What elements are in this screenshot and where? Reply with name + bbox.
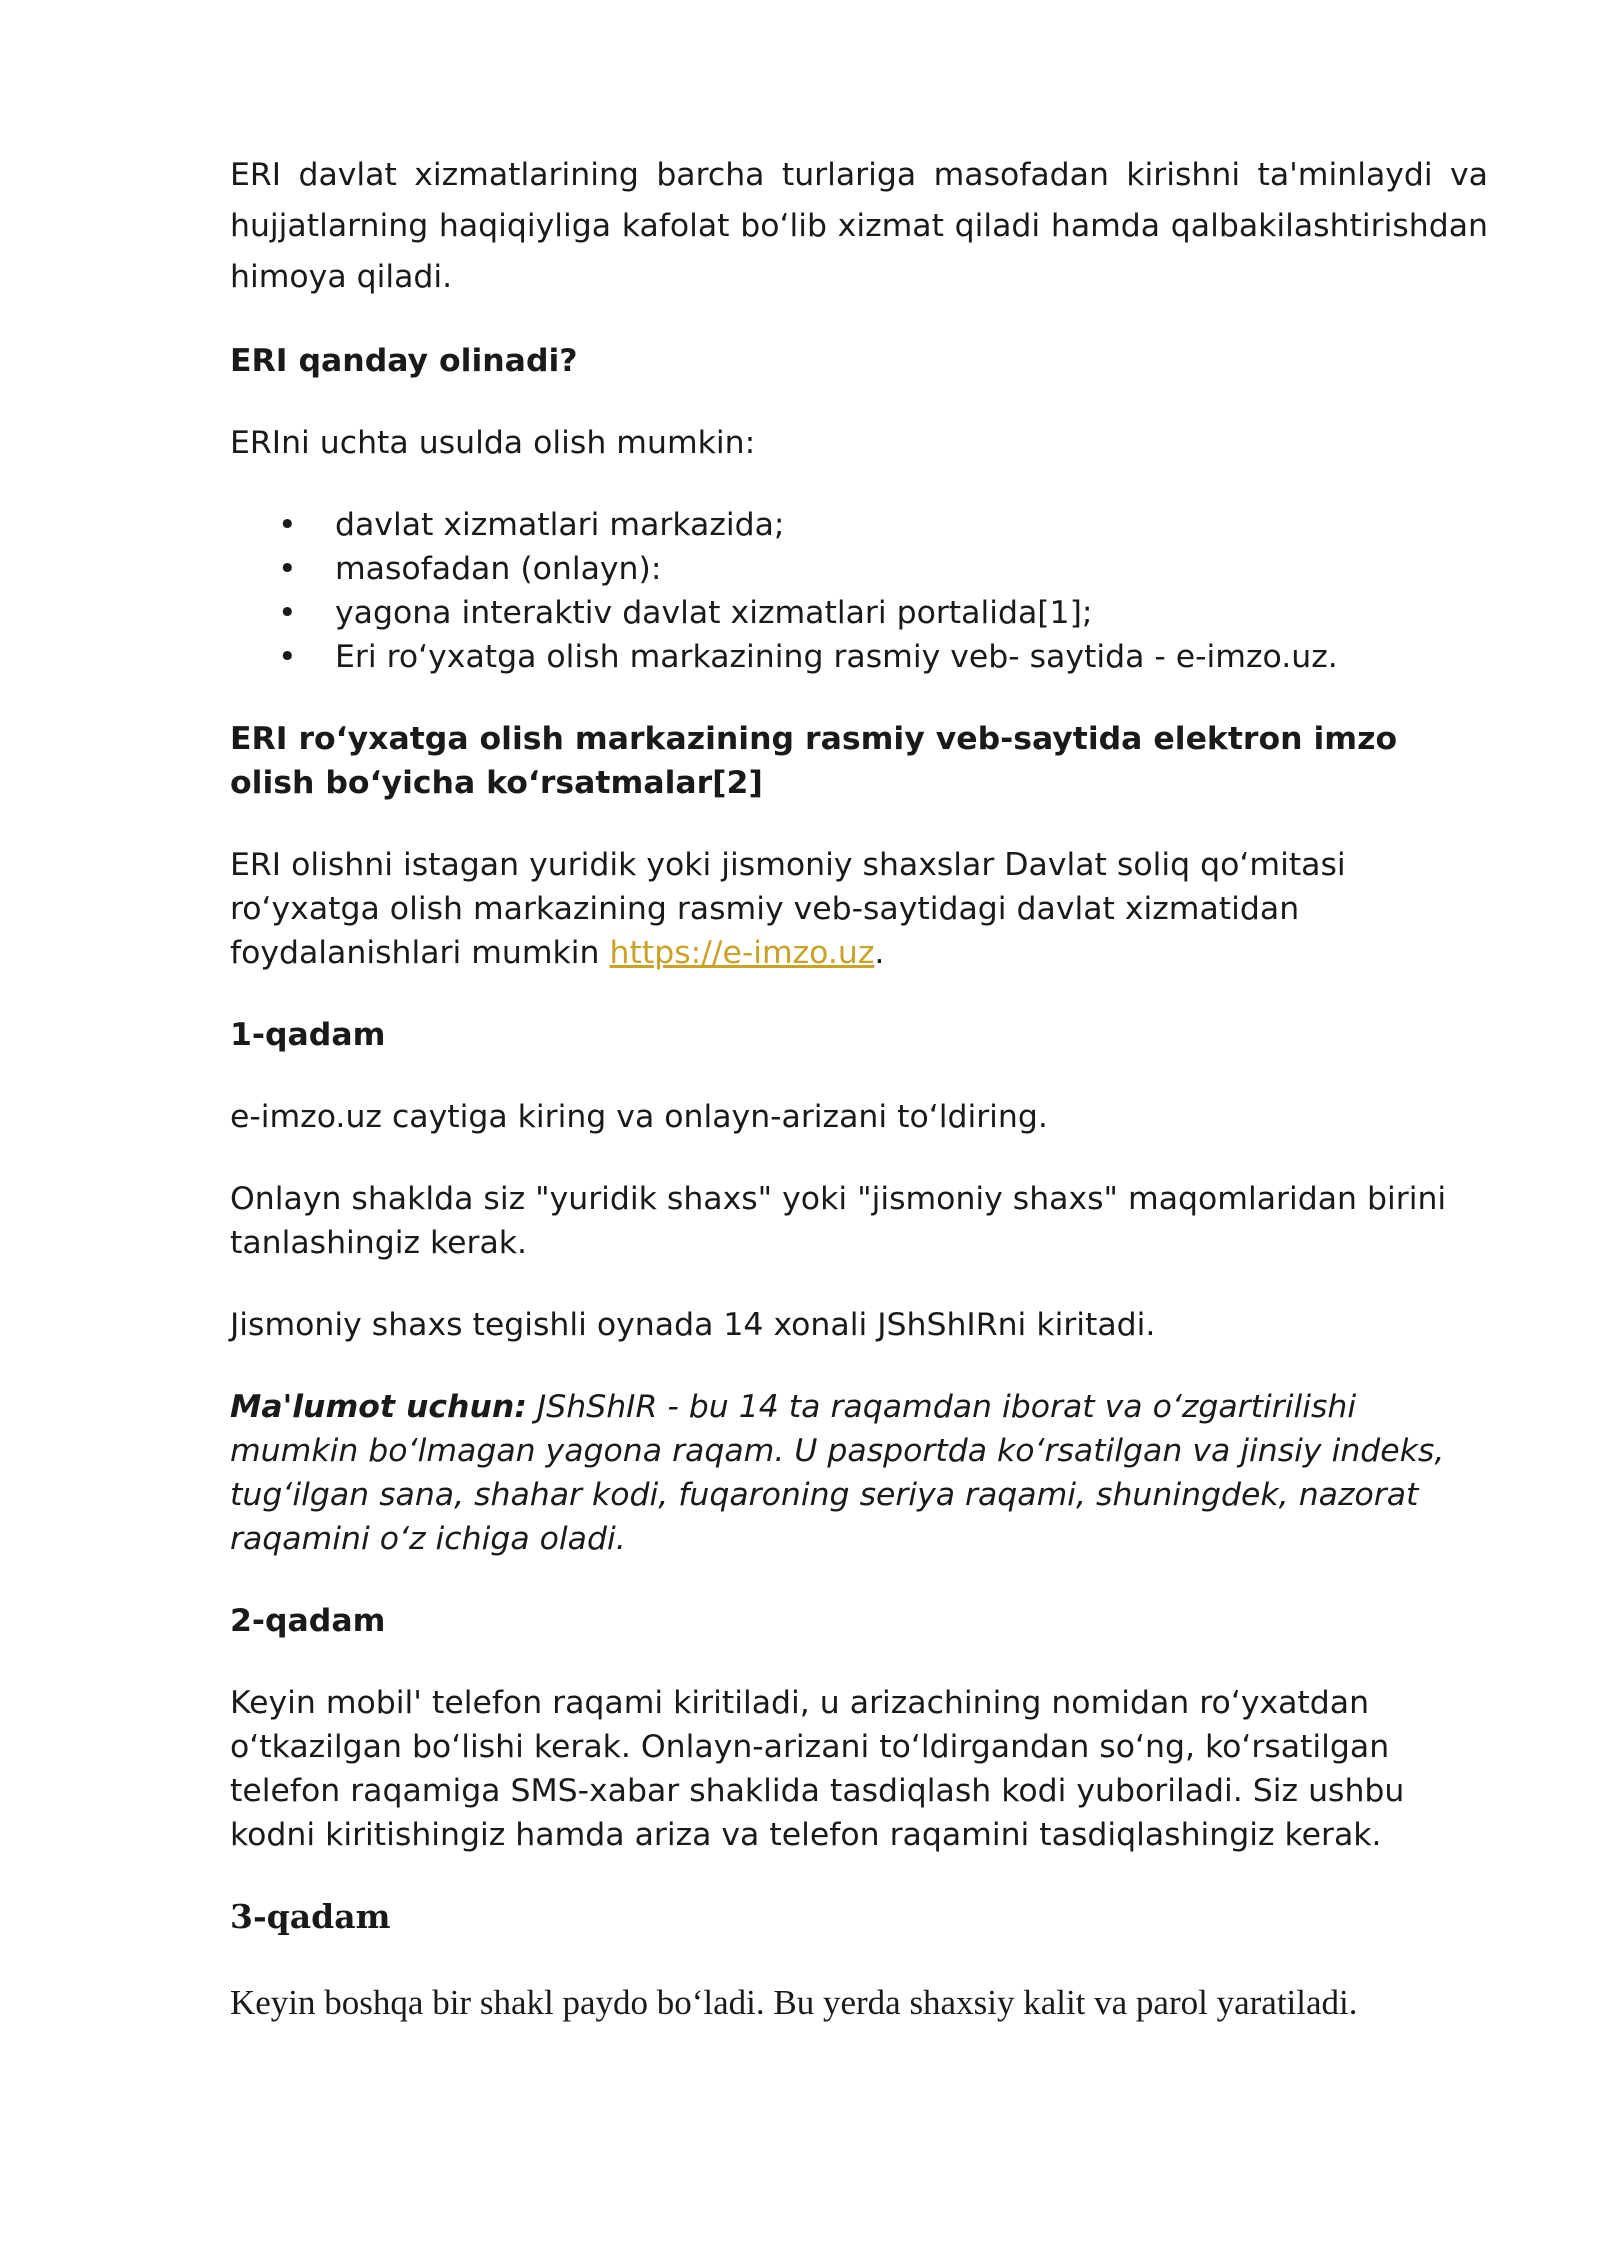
step3-heading: 3-qadam (230, 1897, 391, 1936)
instructions-paragraph: ERI olishni istagan yuridik yoki jismoniy shaxslar Davlat soliq qoʻmitasi roʻyxatga olish markazining rasmiy veb-saytidagi davlat xizmatidan foydalanishlari mumkin https://e-imzo.uz. (230, 847, 1346, 971)
step1-paragraph-1: e-imzo.uz caytiga kiring va onlayn-arizani toʻldiring. (230, 1099, 1048, 1135)
bullet-icon: • (278, 507, 297, 543)
step1-heading: 1-qadam (230, 1017, 386, 1053)
step1-paragraph-3: Jismoniy shaxs tegishli oynada 14 xonali JShShIRni kiritadi. (230, 1307, 1156, 1343)
heading-instructions: ERI roʻyxatga olish markazining rasmiy veb-saytida elektron imzo olish boʻyicha koʻrsatmalar[2] (230, 721, 1398, 801)
document-page (230, 150, 1488, 2025)
step2-paragraph: Keyin mobil' telefon raqami kiritiladi, u arizachining nomidan roʻyxatdan oʻtkazilgan boʻlishi kerak. Onlayn-arizani toʻldirgandan soʻng, koʻrsatilgan telefon raqamiga SMS-xabar shaklida tasdiqlash kodi yuboriladi. Siz ushbu kodni kiritishingiz hamda ariza va telefon raqamini tasdiqlashingiz kerak. (230, 1685, 1405, 1853)
bullet-icon: • (278, 551, 297, 587)
methods-intro: ERIni uchta usulda olish mumkin: (230, 425, 756, 461)
info-note-label: Ma'lumot uchun: (230, 1389, 527, 1425)
methods-list (230, 503, 1488, 679)
step3-paragraph: Keyin boshqa bir shakl paydo boʻladi. Bu yerda shaxsiy kalit va parol yaratiladi. (230, 1983, 1358, 2022)
list-item: • masofadan (onlayn): (230, 547, 1488, 591)
bullet-icon: • (278, 639, 297, 675)
list-item: • Eri roʻyxatga olish markazining rasmiy veb- saytida - e-imzo.uz. (230, 635, 1488, 679)
list-item: • davlat xizmatlari markazida; (230, 503, 1488, 547)
info-note: Ma'lumot uchun: JShShIR - bu 14 ta raqamdan iborat va oʻzgartirilishi mumkin boʻlmagan yagona raqam. U pasportda koʻrsatilgan va jinsiy indeks, tugʻilgan sana, shahar kodi, fuqaroning seriya raqami, shuningdek, nazorat raqamini oʻz ichiga oladi. (230, 1389, 1445, 1557)
e-imzo-link[interactable]: https://e-imzo.uz (609, 935, 875, 971)
intro-paragraph: ERI davlat xizmatlarining barcha turlariga masofadan kirishni ta'minlaydi va hujjatlarning haqiqiyliga kafolat boʻlib xizmat qiladi hamda qalbakilashtirishdan himoya qiladi. (230, 157, 1488, 295)
step2-heading: 2-qadam (230, 1603, 386, 1639)
bullet-icon: • (278, 595, 297, 631)
heading-how-to-obtain: ERI qanday olinadi? (230, 343, 578, 379)
list-item: • yagona interaktiv davlat xizmatlari portalida[1]; (230, 591, 1488, 635)
step1-paragraph-2: Onlayn shaklda siz "yuridik shaxs" yoki "jismoniy shaxs" maqomlaridan birini tanlashingiz kerak. (230, 1181, 1447, 1261)
